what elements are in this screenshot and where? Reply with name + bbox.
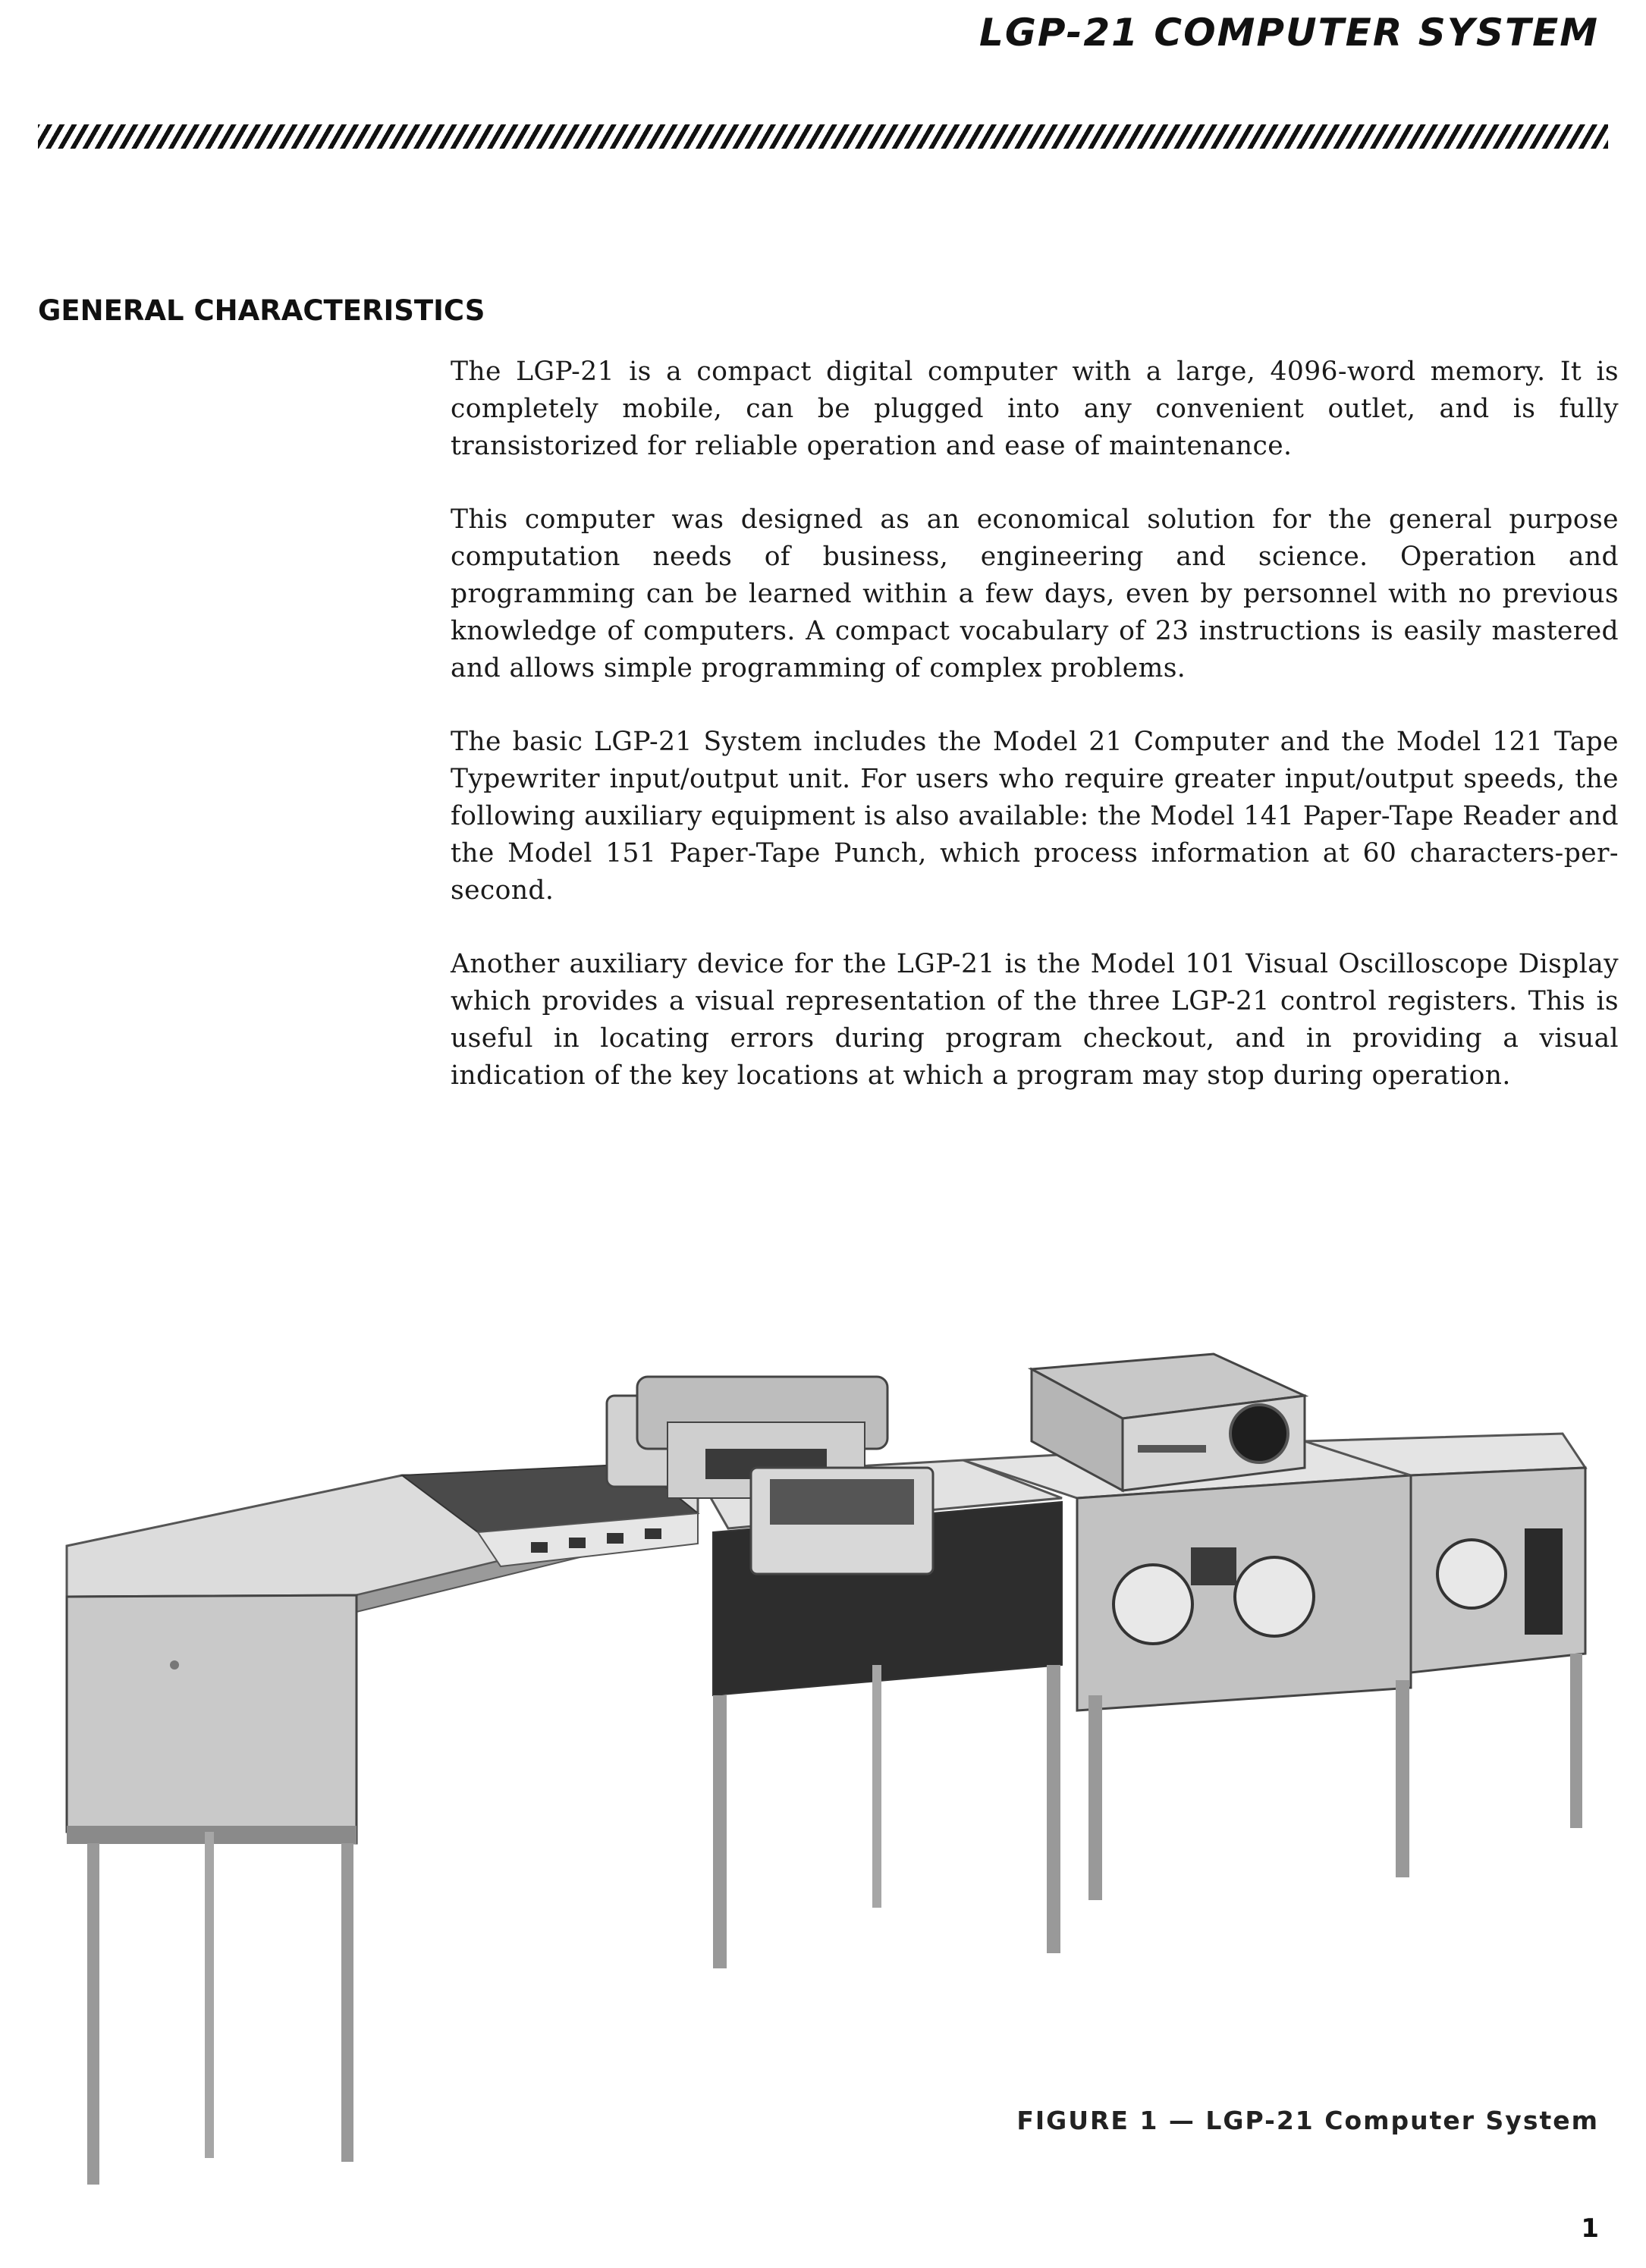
hatched-divider [38, 124, 1608, 149]
figure-caption: FIGURE 1 — LGP-21 Computer System [1016, 2106, 1599, 2135]
computer-console-cabinet [67, 1464, 698, 2185]
paragraph-1: The LGP-21 is a compact digital computer with a large, 4096-word memory. It is completely mobile, can be plugged into any convenient outlet, and is fully transistorized for reliable operation and ease of maintenance. [451, 357, 1619, 461]
page-number: 1 [1581, 2213, 1599, 2244]
body-text [451, 353, 1619, 1131]
paragraph-3: The basic LGP-21 System includes the Model 21 Computer and the Model 121 Tape Typewriter input/output unit. For users who require greater input/output speeds, the following auxiliary equipment is also available: the Model 141 Paper-Tape Reader and the Model 151 Paper-Tape Punch, which process information at 60 characters-per-second. [451, 727, 1619, 906]
computer-system-photo [46, 1240, 1608, 2185]
page-header-title: LGP-21 COMPUTER SYSTEM [978, 11, 1599, 55]
paragraph-2: This computer was designed as an economical solution for the general purpose computation needs of business, engineering and science. Operation and programming can be learned within a few days, even by personnel with no previous knowledge of computers. A compact vocabulary of 23 instructions is easily mastered and allows simple programming of complex problems. [451, 504, 1619, 683]
paragraph-4: Another auxiliary device for the LGP-21 is the Model 101 Visual Oscilloscope Display which provides a visual representation of the three LGP-21 control registers. This is useful in locating errors during program checkout, and in providing a visual indication of the key locations at which a program may stop during operation. [451, 949, 1619, 1091]
section-heading: GENERAL CHARACTERISTICS [38, 294, 485, 327]
